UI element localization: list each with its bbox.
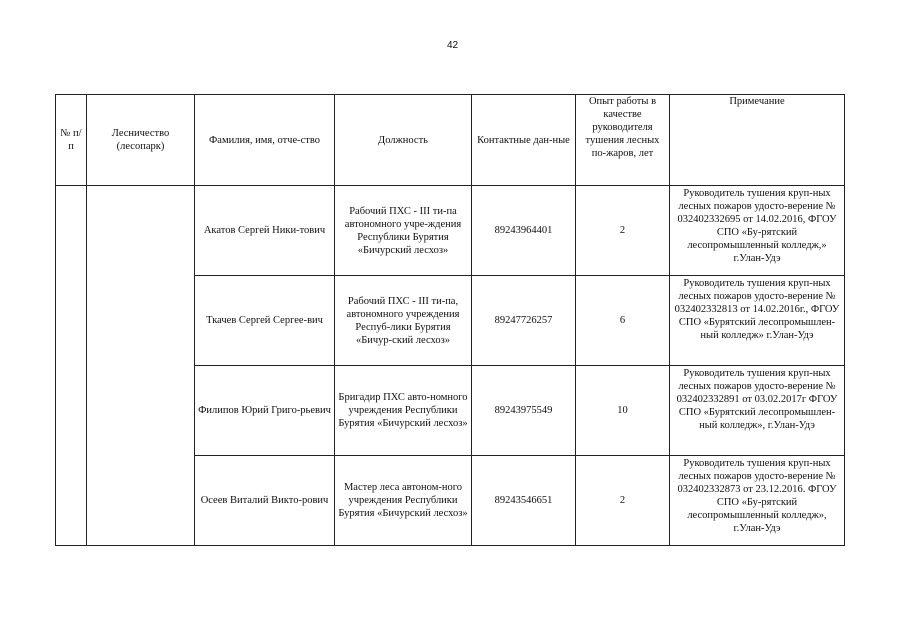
cell-note: Руководитель тушения круп-ных лесных пожаров удосто-верение № 032402332891 от 03.02.2017г ФГОУ СПО «Бурятский лесопромышлен-ный колледж», г.Улан-Удэ <box>670 366 845 456</box>
cell-name: Осеев Виталий Викто-рович <box>195 456 335 546</box>
cell-note: Руководитель тушения круп-ных лесных пожаров удосто-верение № 032402332873 от 23.12.2016. ФГОУ СПО «Бу-рятский лесопромышленный колледж», г.Улан-Удэ <box>670 456 845 546</box>
cell-forestry <box>87 186 195 546</box>
header-name: Фамилия, имя, отче-ство <box>195 95 335 186</box>
table-row <box>56 186 845 276</box>
cell-experience: 10 <box>576 366 670 456</box>
cell-num <box>56 186 87 546</box>
cell-note: Руководитель тушения круп-ных лесных пожаров удосто-верение № 032402332813 от 14.02.2016г., ФГОУ СПО «Бурятский лесопромышлен-ный колледж» г.Улан-Удэ <box>670 276 845 366</box>
cell-experience: 2 <box>576 186 670 276</box>
cell-contacts: 89243964401 <box>472 186 576 276</box>
header-forestry: Лесничество (лесопарк) <box>87 95 195 186</box>
cell-contacts: 89243546651 <box>472 456 576 546</box>
cell-position: Мастер леса автоном-ного учреждения Республики Бурятия «Бичурский лесхоз» <box>335 456 472 546</box>
cell-name: Ткачев Сергей Сергее-вич <box>195 276 335 366</box>
cell-position: Рабочий ПХС - III ти-па, автономного учреждения Респуб-лики Бурятия «Бичур-ский лесхоз» <box>335 276 472 366</box>
cell-experience: 6 <box>576 276 670 366</box>
cell-position: Бригадир ПХС авто-номного учреждения Республики Бурятия «Бичурский лесхоз» <box>335 366 472 456</box>
cell-experience: 2 <box>576 456 670 546</box>
header-note: Примечание <box>670 95 845 186</box>
cell-contacts: 89243975549 <box>472 366 576 456</box>
page-number: 42 <box>446 40 459 51</box>
header-contacts: Контактные дан-ные <box>472 95 576 186</box>
cell-position: Рабочий ПХС - III ти-па автономного учре-ждения Республики Бурятия «Бичурский лесхоз» <box>335 186 472 276</box>
header-position: Должность <box>335 95 472 186</box>
cell-contacts: 89247726257 <box>472 276 576 366</box>
table-header-row <box>56 95 845 186</box>
fire-leaders-table <box>55 94 845 546</box>
cell-note: Руководитель тушения круп-ных лесных пожаров удосто-верение № 032402332695 от 14.02.2016, ФГОУ СПО «Бу-рятский лесопромышленный колледж,» г.Улан-Удэ <box>670 186 845 276</box>
header-num: № п/п <box>56 95 87 186</box>
cell-name: Филипов Юрий Григо-рьевич <box>195 366 335 456</box>
cell-name: Акатов Сергей Ники-тович <box>195 186 335 276</box>
header-experience: Опыт работы в качестве руководителя тушения лесных по-жаров, лет <box>576 95 670 186</box>
